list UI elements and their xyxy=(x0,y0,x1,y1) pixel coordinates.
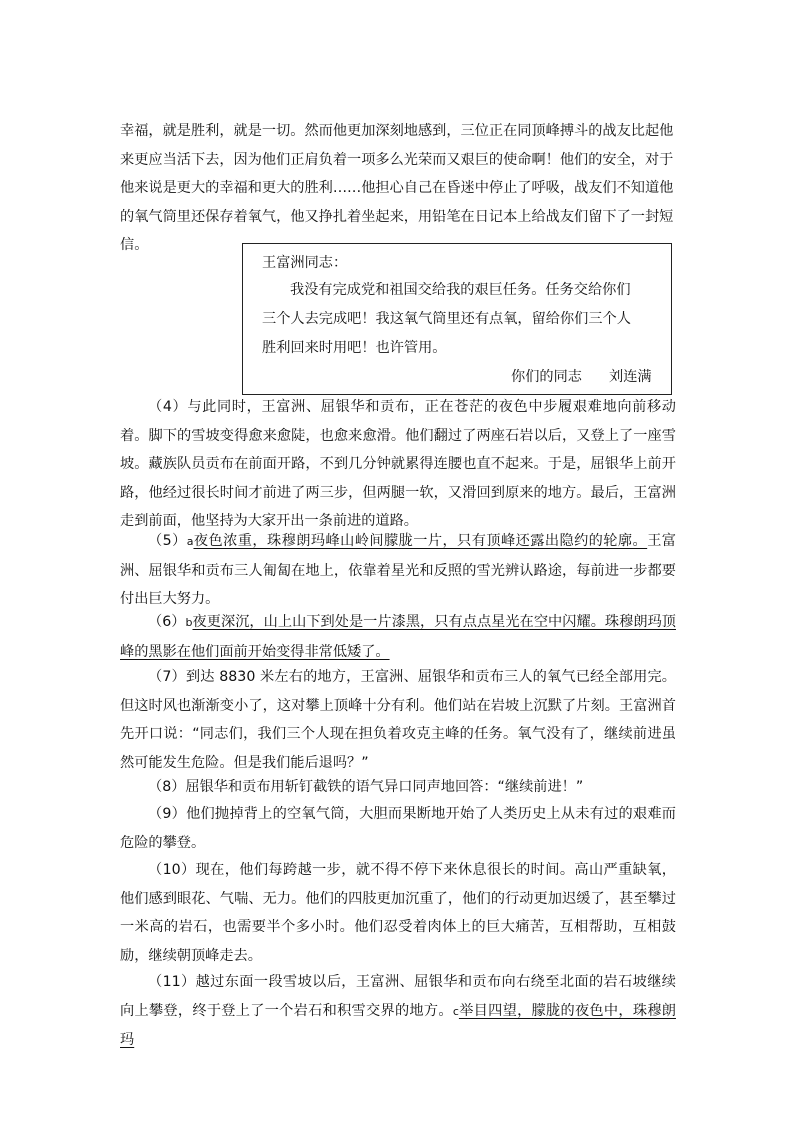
paragraph-4: （4）与此同时，王富洲、屈银华和贡布，正在苍茫的夜色中步履艰难地向前移动着。脚下的雪坡变得愈来愈陡，也愈来愈滑。他们翻过了两座石岩以后，又登上了一座雪坡。藏族队员贡布在前面开路，不到几分钟就累得连腰也直不起来。于是，屈银华上前开路，他经过很长时间才前进了两三步，但两腿一软，又滑回到原来的地方。最后，王富洲走到前面，他坚持为大家开出一条前进的道路。 xyxy=(120,399,676,529)
intro-line: 信。 xyxy=(120,237,149,253)
intro-line: 幸福，就是胜利，就是一切。然而他更加深刻地感到，三位正在同顶峰搏斗的战友比起他 xyxy=(120,123,674,139)
paragraph-5 xyxy=(120,527,676,614)
letter-box xyxy=(242,243,672,395)
paragraph-8: （8）屈银华和贡布用斩钉截铁的语气异口同声地回答：“继续前进！” xyxy=(148,779,584,795)
paragraph-7: （7）到达 8830 米左右的地方，王富洲、屈银华和贡布三人的氧气已经全部用完。但这时风也渐渐变小了，这对攀上顶峰十分有利。他们站在岩坡上沉默了片刻。王富洲首先开口说：“同志们，我们三个人现在担负着攻克主峰的任务。氧气没有了，继续前进虽然可能发生危险。但是我们能后退吗？” xyxy=(120,669,676,771)
letter-body-line: 我没有完成党和祖国交给我的艰巨任务。任务交给你们 xyxy=(290,282,631,298)
annotation-mark: b xyxy=(185,616,193,629)
letter-body-line: 胜利回来时用吧！也许管用。 xyxy=(262,340,447,356)
letter-signer: 刘连满 xyxy=(609,369,652,385)
intro-line: 的氧气筒里还保存着氧气，他又挣扎着坐起来，用铅笔在日记本上给战友们留下了一封短 xyxy=(120,208,674,225)
letter-signoff: 你们的同志 xyxy=(511,369,582,385)
intro-line: 来更应当活下去，因为他们正肩负着一项多么光荣而又艰巨的使命啊！他们的安全，对于 xyxy=(120,151,674,168)
letter-body-line: 三个人去完成吧！我这氧气筒里还有点氧，留给你们三个人 xyxy=(262,311,631,327)
underlined-sentence: 举目四望，朦胧的夜色中，珠穆朗玛 xyxy=(120,1002,676,1048)
intro-line: 他来说是更大的幸福和更大的胜利……他担心自己在昏迷中停止了呼吸，战友们不知道他 xyxy=(120,180,674,196)
paragraph-number: （6） xyxy=(148,614,186,630)
annotation-mark: a xyxy=(186,535,194,548)
paragraph-6 xyxy=(120,608,676,666)
underlined-sentence: 夜色浓重，珠穆朗玛峰山岭间朦胧一片，只有顶峰还露出隐约的轮廓。 xyxy=(193,533,648,549)
paragraph-11 xyxy=(120,968,676,1055)
underlined-sentence: 夜更深沉，山上山下到处是一片漆黑，只有点点星光在空中闪耀。珠穆朗玛顶峰的黑影在他们面前开始变得非常低矮了。 xyxy=(120,614,676,660)
paragraph-text: （11）越过东面一段雪坡以后，王富洲、屈银华和贡布向右绕至北面的岩石坡继续向上攀登，终于登上了一个岩石和积雪交界的地方。 xyxy=(120,974,676,1019)
paragraph-number: （5） xyxy=(148,533,187,549)
paragraph-9: （9）他们抛掉背上的空氧气筒，大胆而果断地开始了人类历史上从未有过的艰难而危险的攀登。 xyxy=(120,806,676,851)
annotation-mark: c xyxy=(452,1004,459,1018)
paragraph-10: （10）现在，他们每跨越一步，就不得不停下来休息很长的时间。高山严重缺氧，他们感到眼花、气喘、无力。他们的四肢更加沉重了，他们的行动更加迟缓了，甚至攀过一米高的岩石，也需要半个多小时。他们忍受着肉体上的巨大痛苦，互相帮助，互相鼓励，继续朝顶峰走去。 xyxy=(120,862,676,964)
paragraph-text: 王富洲、屈银华和贡布三人匍匐在地上，依靠着星光和反照的雪光辨认路途，每前进一步都要付出巨大努力。 xyxy=(120,533,676,607)
letter-salutation: 王富洲同志： xyxy=(262,255,348,271)
